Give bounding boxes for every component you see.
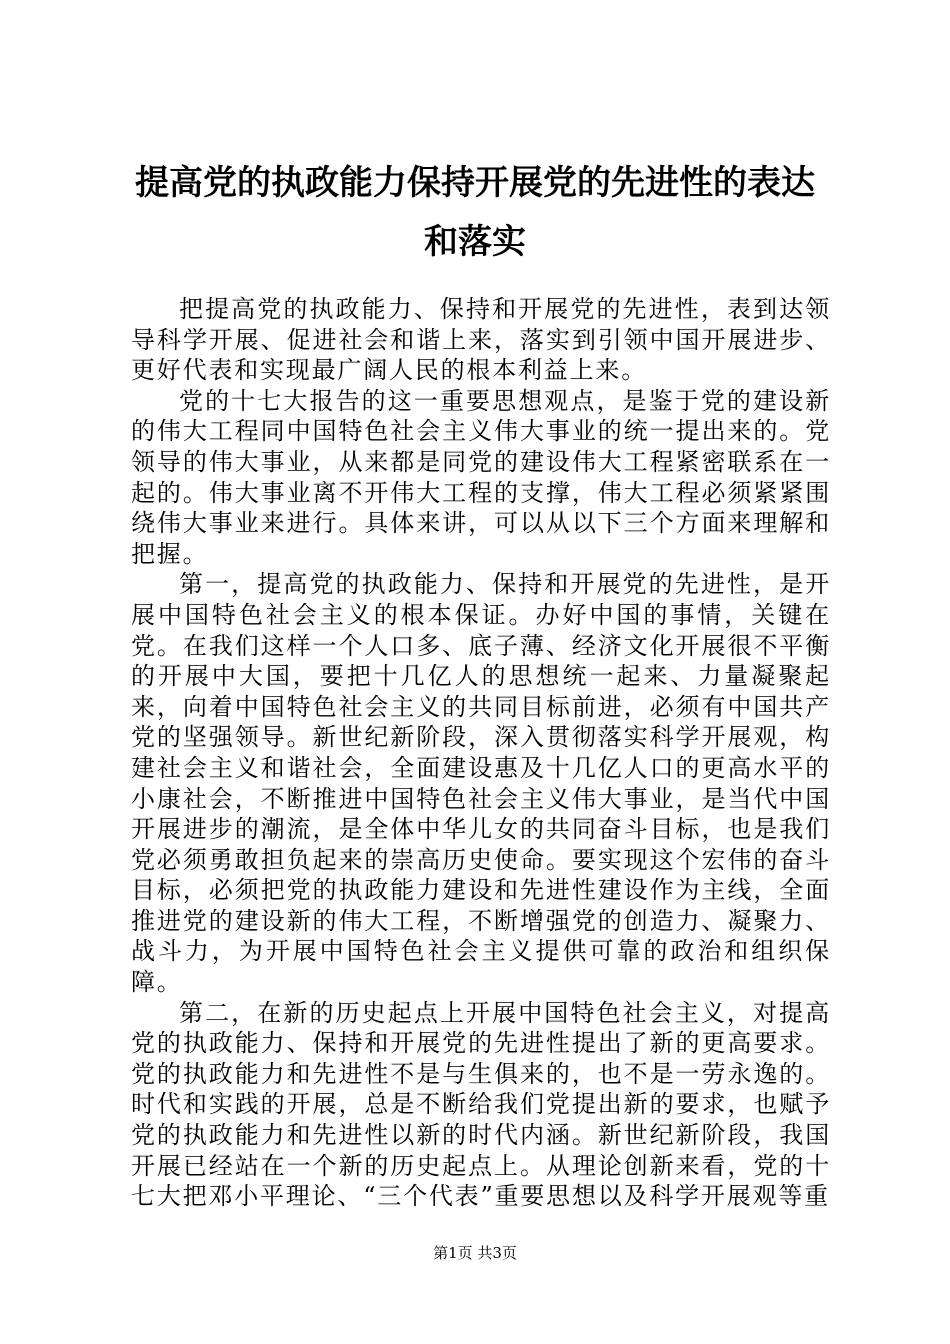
page-footer: 第1页 共3页: [433, 1244, 517, 1262]
document-body: [131, 294, 831, 1212]
paragraph-4: 第二，在新的历史起点上开展中国特色社会主义，对提高党的执政能力、保持和开展党的先进性提出了新的更高要求。党的执政能力和先进性不是与生俱来的，也不是一劳永逸的。时代和实践的开展，总是不断给我们党提出新的要求，也赋予党的执政能力和先进性以新的时代内涵。新世纪新阶段，我国开展已经站在一个新的历史起点上。从理论创新来看，党的十七大把邓小平理论、“三个代表”重要思想以及科学开展观等重: [131, 998, 831, 1211]
paragraph-2: 党的十七大报告的这一重要思想观点，是鉴于党的建设新的伟大工程同中国特色社会主义伟大事业的统一提出来的。党领导的伟大事业，从来都是同党的建设伟大工程紧密联系在一起的。伟大事业离不开伟大工程的支撑，伟大工程必须紧紧围绕伟大事业来进行。具体来讲，可以从以下三个方面来理解和把握。: [131, 386, 831, 568]
paragraph-3: 第一，提高党的执政能力、保持和开展党的先进性，是开展中国特色社会主义的根本保证。办好中国的事情，关键在党。在我们这样一个人口多、底子薄、经济文化开展很不平衡的开展中大国，要把十几亿人的思想统一起来、力量凝聚起来，向着中国特色社会主义的共同目标前进，必须有中国共产党的坚强领导。新世纪新阶段，深入贯彻落实科学开展观，构建社会主义和谐社会，全面建设惠及十几亿人口的更高水平的小康社会，不断推进中国特色社会主义伟大事业，是当代中国开展进步的潮流，是全体中华儿女的共同奋斗目标，也是我们党必须勇敢担负起来的崇高历史使命。要实现这个宏伟的奋斗目标，必须把党的执政能力建设和先进性建设作为主线，全面推进党的建设新的伟大工程，不断增强党的创造力、凝聚力、战斗力，为开展中国特色社会主义提供可靠的政治和组织保障。: [131, 570, 831, 997]
paragraph-1: 把提高党的执政能力、保持和开展党的先进性，表到达领导科学开展、促进社会和谐上来，落实到引领中国开展进步、更好代表和实现最广阔人民的根本利益上来。: [131, 295, 831, 385]
document-title-line-2: 和落实: [424, 222, 526, 262]
document-title-line-1: 提高党的执政能力保持开展党的先进性的表达: [135, 163, 815, 203]
